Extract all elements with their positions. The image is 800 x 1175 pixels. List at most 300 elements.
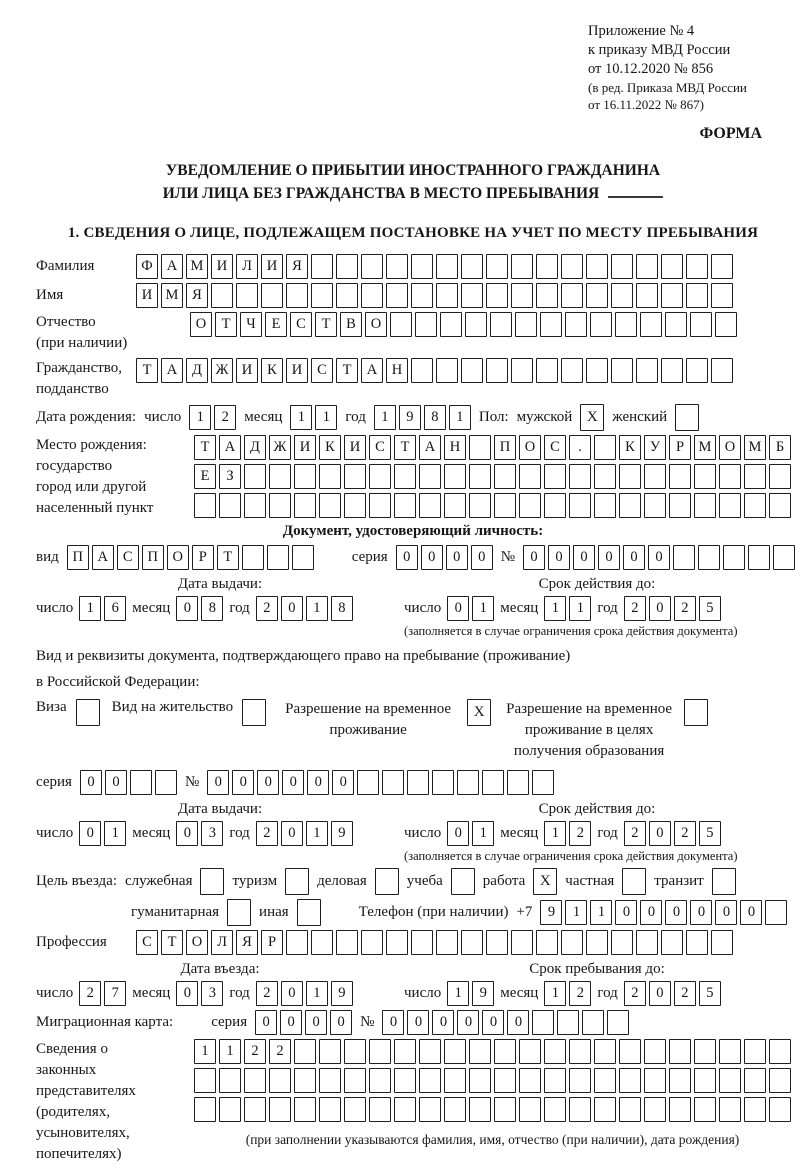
char-cell[interactable]: [294, 1097, 316, 1122]
purpose-humanitarian-checkbox[interactable]: [227, 899, 251, 926]
char-cell[interactable]: [694, 1068, 716, 1093]
purpose-official-checkbox[interactable]: [200, 868, 224, 895]
char-cell[interactable]: П: [142, 545, 164, 570]
char-cell[interactable]: [361, 930, 383, 955]
char-cell[interactable]: Е: [265, 312, 287, 337]
char-cell[interactable]: [532, 770, 554, 795]
char-cell[interactable]: [665, 312, 687, 337]
char-cell[interactable]: 1: [306, 596, 328, 621]
char-cell[interactable]: 0: [573, 545, 595, 570]
char-cell[interactable]: 2: [79, 981, 101, 1006]
char-cell[interactable]: [344, 464, 366, 489]
char-cell[interactable]: [130, 770, 152, 795]
char-cell[interactable]: [561, 283, 583, 308]
char-cell[interactable]: [669, 493, 691, 518]
char-cell[interactable]: [586, 283, 608, 308]
char-cell[interactable]: О: [186, 930, 208, 955]
char-cell[interactable]: [661, 283, 683, 308]
char-cell[interactable]: [494, 1097, 516, 1122]
char-cell[interactable]: 0: [176, 596, 198, 621]
char-cell[interactable]: [619, 1068, 641, 1093]
char-cell[interactable]: 1: [565, 900, 587, 925]
char-cell[interactable]: [582, 1010, 604, 1035]
char-cell[interactable]: [636, 358, 658, 383]
char-cell[interactable]: [269, 1068, 291, 1093]
char-cell[interactable]: 0: [649, 981, 671, 1006]
char-cell[interactable]: Т: [215, 312, 237, 337]
char-cell[interactable]: [561, 358, 583, 383]
char-cell[interactable]: 1: [590, 900, 612, 925]
char-cell[interactable]: О: [190, 312, 212, 337]
char-cell[interactable]: 2: [256, 596, 278, 621]
char-cell[interactable]: 1: [544, 981, 566, 1006]
char-cell[interactable]: [557, 1010, 579, 1035]
char-cell[interactable]: [432, 770, 454, 795]
char-cell[interactable]: [261, 283, 283, 308]
char-cell[interactable]: 0: [447, 821, 469, 846]
char-cell[interactable]: С: [136, 930, 158, 955]
char-cell[interactable]: [369, 1097, 391, 1122]
char-cell[interactable]: [294, 1068, 316, 1093]
char-cell[interactable]: [694, 1039, 716, 1064]
char-cell[interactable]: 0: [176, 981, 198, 1006]
char-cell[interactable]: [394, 1097, 416, 1122]
char-cell[interactable]: [515, 312, 537, 337]
char-cell[interactable]: [411, 358, 433, 383]
char-cell[interactable]: П: [67, 545, 89, 570]
char-cell[interactable]: [723, 545, 745, 570]
char-cell[interactable]: [369, 1039, 391, 1064]
char-cell[interactable]: [286, 283, 308, 308]
char-cell[interactable]: [369, 493, 391, 518]
char-cell[interactable]: 2: [569, 981, 591, 1006]
char-cell[interactable]: [461, 358, 483, 383]
char-cell[interactable]: 8: [424, 405, 446, 430]
char-cell[interactable]: Б: [769, 435, 791, 460]
char-cell[interactable]: 1: [449, 405, 471, 430]
char-cell[interactable]: [607, 1010, 629, 1035]
char-cell[interactable]: [719, 493, 741, 518]
char-cell[interactable]: 2: [624, 596, 646, 621]
char-cell[interactable]: Т: [217, 545, 239, 570]
char-cell[interactable]: М: [694, 435, 716, 460]
residence-permit-checkbox[interactable]: [242, 699, 266, 726]
char-cell[interactable]: [444, 464, 466, 489]
char-cell[interactable]: 2: [624, 821, 646, 846]
char-cell[interactable]: [619, 493, 641, 518]
char-cell[interactable]: [719, 1097, 741, 1122]
char-cell[interactable]: [419, 493, 441, 518]
char-cell[interactable]: [494, 464, 516, 489]
char-cell[interactable]: [407, 770, 429, 795]
char-cell[interactable]: [344, 1039, 366, 1064]
char-cell[interactable]: В: [340, 312, 362, 337]
char-cell[interactable]: [319, 1039, 341, 1064]
char-cell[interactable]: 0: [282, 770, 304, 795]
char-cell[interactable]: А: [361, 358, 383, 383]
char-cell[interactable]: 9: [399, 405, 421, 430]
char-cell[interactable]: Ф: [136, 254, 158, 279]
char-cell[interactable]: Д: [244, 435, 266, 460]
char-cell[interactable]: [640, 312, 662, 337]
purpose-transit-checkbox[interactable]: [712, 868, 736, 895]
char-cell[interactable]: [155, 770, 177, 795]
char-cell[interactable]: [244, 1068, 266, 1093]
char-cell[interactable]: 0: [482, 1010, 504, 1035]
char-cell[interactable]: И: [211, 254, 233, 279]
char-cell[interactable]: [219, 1068, 241, 1093]
char-cell[interactable]: И: [344, 435, 366, 460]
char-cell[interactable]: Я: [286, 254, 308, 279]
char-cell[interactable]: Т: [315, 312, 337, 337]
char-cell[interactable]: [415, 312, 437, 337]
char-cell[interactable]: [536, 930, 558, 955]
char-cell[interactable]: [594, 1068, 616, 1093]
char-cell[interactable]: [465, 312, 487, 337]
char-cell[interactable]: [748, 545, 770, 570]
char-cell[interactable]: [494, 493, 516, 518]
char-cell[interactable]: [490, 312, 512, 337]
char-cell[interactable]: [357, 770, 379, 795]
char-cell[interactable]: [269, 464, 291, 489]
char-cell[interactable]: [669, 1039, 691, 1064]
char-cell[interactable]: 0: [615, 900, 637, 925]
char-cell[interactable]: 0: [281, 596, 303, 621]
char-cell[interactable]: [619, 1039, 641, 1064]
char-cell[interactable]: [769, 464, 791, 489]
char-cell[interactable]: 2: [674, 981, 696, 1006]
char-cell[interactable]: [461, 930, 483, 955]
char-cell[interactable]: [769, 1039, 791, 1064]
char-cell[interactable]: 5: [699, 596, 721, 621]
char-cell[interactable]: [544, 493, 566, 518]
char-cell[interactable]: [594, 1097, 616, 1122]
char-cell[interactable]: А: [161, 358, 183, 383]
char-cell[interactable]: [519, 1039, 541, 1064]
char-cell[interactable]: [311, 254, 333, 279]
char-cell[interactable]: [394, 464, 416, 489]
char-cell[interactable]: [669, 1097, 691, 1122]
char-cell[interactable]: [194, 1097, 216, 1122]
char-cell[interactable]: [444, 1068, 466, 1093]
char-cell[interactable]: 0: [105, 770, 127, 795]
char-cell[interactable]: [594, 1039, 616, 1064]
char-cell[interactable]: 9: [331, 821, 353, 846]
char-cell[interactable]: 1: [219, 1039, 241, 1064]
char-cell[interactable]: П: [494, 435, 516, 460]
char-cell[interactable]: [319, 464, 341, 489]
char-cell[interactable]: [715, 312, 737, 337]
purpose-private-checkbox[interactable]: [622, 868, 646, 895]
char-cell[interactable]: 1: [472, 821, 494, 846]
char-cell[interactable]: 1: [189, 405, 211, 430]
char-cell[interactable]: [765, 900, 787, 925]
char-cell[interactable]: [711, 358, 733, 383]
char-cell[interactable]: [544, 1068, 566, 1093]
char-cell[interactable]: [436, 930, 458, 955]
char-cell[interactable]: 0: [623, 545, 645, 570]
char-cell[interactable]: [292, 545, 314, 570]
purpose-work-checkbox[interactable]: X: [533, 868, 557, 895]
char-cell[interactable]: [444, 1097, 466, 1122]
char-cell[interactable]: [507, 770, 529, 795]
char-cell[interactable]: 1: [374, 405, 396, 430]
char-cell[interactable]: 2: [256, 821, 278, 846]
char-cell[interactable]: [319, 493, 341, 518]
char-cell[interactable]: [686, 283, 708, 308]
char-cell[interactable]: [286, 930, 308, 955]
char-cell[interactable]: [536, 358, 558, 383]
char-cell[interactable]: 0: [523, 545, 545, 570]
char-cell[interactable]: [444, 1039, 466, 1064]
char-cell[interactable]: 3: [201, 981, 223, 1006]
char-cell[interactable]: [419, 464, 441, 489]
char-cell[interactable]: [494, 1068, 516, 1093]
char-cell[interactable]: [661, 254, 683, 279]
temp-residence-checkbox[interactable]: X: [467, 699, 491, 726]
char-cell[interactable]: Е: [194, 464, 216, 489]
char-cell[interactable]: 1: [194, 1039, 216, 1064]
char-cell[interactable]: [686, 358, 708, 383]
char-cell[interactable]: Ж: [269, 435, 291, 460]
char-cell[interactable]: Т: [394, 435, 416, 460]
char-cell[interactable]: [436, 358, 458, 383]
char-cell[interactable]: 0: [740, 900, 762, 925]
char-cell[interactable]: 2: [269, 1039, 291, 1064]
char-cell[interactable]: 0: [255, 1010, 277, 1035]
char-cell[interactable]: [294, 493, 316, 518]
char-cell[interactable]: 1: [315, 405, 337, 430]
char-cell[interactable]: 5: [699, 981, 721, 1006]
char-cell[interactable]: [469, 1039, 491, 1064]
char-cell[interactable]: Л: [236, 254, 258, 279]
char-cell[interactable]: Р: [192, 545, 214, 570]
char-cell[interactable]: 0: [640, 900, 662, 925]
char-cell[interactable]: 0: [665, 900, 687, 925]
char-cell[interactable]: 6: [104, 596, 126, 621]
char-cell[interactable]: [419, 1039, 441, 1064]
char-cell[interactable]: [482, 770, 504, 795]
char-cell[interactable]: 0: [281, 981, 303, 1006]
char-cell[interactable]: [440, 312, 462, 337]
char-cell[interactable]: [594, 493, 616, 518]
char-cell[interactable]: [344, 1097, 366, 1122]
char-cell[interactable]: Н: [444, 435, 466, 460]
char-cell[interactable]: [669, 1068, 691, 1093]
char-cell[interactable]: С: [117, 545, 139, 570]
char-cell[interactable]: [419, 1068, 441, 1093]
char-cell[interactable]: [569, 1039, 591, 1064]
char-cell[interactable]: [686, 254, 708, 279]
char-cell[interactable]: [394, 1039, 416, 1064]
char-cell[interactable]: 0: [446, 545, 468, 570]
char-cell[interactable]: 3: [201, 821, 223, 846]
char-cell[interactable]: 1: [447, 981, 469, 1006]
char-cell[interactable]: [569, 493, 591, 518]
char-cell[interactable]: [594, 435, 616, 460]
char-cell[interactable]: [569, 1068, 591, 1093]
char-cell[interactable]: 2: [569, 821, 591, 846]
char-cell[interactable]: [586, 254, 608, 279]
char-cell[interactable]: [444, 493, 466, 518]
char-cell[interactable]: [690, 312, 712, 337]
char-cell[interactable]: [361, 254, 383, 279]
purpose-other-checkbox[interactable]: [297, 899, 321, 926]
char-cell[interactable]: [744, 1097, 766, 1122]
char-cell[interactable]: [694, 464, 716, 489]
char-cell[interactable]: [511, 358, 533, 383]
char-cell[interactable]: [669, 464, 691, 489]
char-cell[interactable]: [519, 464, 541, 489]
char-cell[interactable]: [219, 493, 241, 518]
female-checkbox[interactable]: [675, 404, 699, 431]
char-cell[interactable]: 0: [396, 545, 418, 570]
char-cell[interactable]: 0: [407, 1010, 429, 1035]
char-cell[interactable]: 0: [207, 770, 229, 795]
char-cell[interactable]: 0: [80, 770, 102, 795]
char-cell[interactable]: З: [219, 464, 241, 489]
char-cell[interactable]: [544, 1097, 566, 1122]
char-cell[interactable]: К: [319, 435, 341, 460]
char-cell[interactable]: [673, 545, 695, 570]
char-cell[interactable]: 8: [331, 596, 353, 621]
char-cell[interactable]: [586, 930, 608, 955]
char-cell[interactable]: [636, 930, 658, 955]
char-cell[interactable]: А: [219, 435, 241, 460]
char-cell[interactable]: Т: [194, 435, 216, 460]
char-cell[interactable]: 0: [548, 545, 570, 570]
char-cell[interactable]: [719, 1039, 741, 1064]
char-cell[interactable]: 0: [598, 545, 620, 570]
char-cell[interactable]: [269, 1097, 291, 1122]
char-cell[interactable]: [486, 930, 508, 955]
char-cell[interactable]: И: [286, 358, 308, 383]
char-cell[interactable]: [569, 464, 591, 489]
char-cell[interactable]: 0: [232, 770, 254, 795]
char-cell[interactable]: 7: [104, 981, 126, 1006]
char-cell[interactable]: 1: [104, 821, 126, 846]
char-cell[interactable]: [744, 1068, 766, 1093]
char-cell[interactable]: 0: [457, 1010, 479, 1035]
char-cell[interactable]: [594, 464, 616, 489]
char-cell[interactable]: [611, 358, 633, 383]
char-cell[interactable]: [242, 545, 264, 570]
char-cell[interactable]: [536, 283, 558, 308]
char-cell[interactable]: [694, 1097, 716, 1122]
char-cell[interactable]: [519, 493, 541, 518]
char-cell[interactable]: Я: [236, 930, 258, 955]
char-cell[interactable]: [319, 1068, 341, 1093]
char-cell[interactable]: [486, 283, 508, 308]
char-cell[interactable]: [744, 464, 766, 489]
char-cell[interactable]: 0: [648, 545, 670, 570]
char-cell[interactable]: [336, 283, 358, 308]
char-cell[interactable]: [211, 283, 233, 308]
char-cell[interactable]: [411, 254, 433, 279]
char-cell[interactable]: [486, 358, 508, 383]
char-cell[interactable]: [744, 493, 766, 518]
char-cell[interactable]: [698, 545, 720, 570]
char-cell[interactable]: 0: [432, 1010, 454, 1035]
char-cell[interactable]: 8: [201, 596, 223, 621]
char-cell[interactable]: С: [311, 358, 333, 383]
char-cell[interactable]: М: [744, 435, 766, 460]
char-cell[interactable]: 0: [307, 770, 329, 795]
char-cell[interactable]: [719, 464, 741, 489]
char-cell[interactable]: 0: [649, 596, 671, 621]
char-cell[interactable]: [311, 930, 333, 955]
char-cell[interactable]: Н: [386, 358, 408, 383]
char-cell[interactable]: И: [136, 283, 158, 308]
char-cell[interactable]: 0: [690, 900, 712, 925]
char-cell[interactable]: [532, 1010, 554, 1035]
char-cell[interactable]: [686, 930, 708, 955]
char-cell[interactable]: [711, 254, 733, 279]
char-cell[interactable]: 2: [674, 596, 696, 621]
char-cell[interactable]: 2: [256, 981, 278, 1006]
char-cell[interactable]: [294, 1039, 316, 1064]
char-cell[interactable]: [469, 1068, 491, 1093]
char-cell[interactable]: [511, 930, 533, 955]
char-cell[interactable]: 1: [544, 596, 566, 621]
char-cell[interactable]: [619, 464, 641, 489]
purpose-study-checkbox[interactable]: [451, 868, 475, 895]
char-cell[interactable]: [486, 254, 508, 279]
char-cell[interactable]: [694, 493, 716, 518]
char-cell[interactable]: О: [519, 435, 541, 460]
char-cell[interactable]: [319, 1097, 341, 1122]
char-cell[interactable]: [369, 1068, 391, 1093]
char-cell[interactable]: [194, 493, 216, 518]
char-cell[interactable]: Ч: [240, 312, 262, 337]
char-cell[interactable]: 2: [624, 981, 646, 1006]
char-cell[interactable]: [469, 1097, 491, 1122]
char-cell[interactable]: 0: [332, 770, 354, 795]
char-cell[interactable]: А: [92, 545, 114, 570]
char-cell[interactable]: [311, 283, 333, 308]
char-cell[interactable]: [619, 1097, 641, 1122]
char-cell[interactable]: 0: [471, 545, 493, 570]
char-cell[interactable]: Л: [211, 930, 233, 955]
char-cell[interactable]: У: [644, 435, 666, 460]
char-cell[interactable]: [244, 493, 266, 518]
char-cell[interactable]: [244, 464, 266, 489]
char-cell[interactable]: [469, 435, 491, 460]
char-cell[interactable]: 2: [244, 1039, 266, 1064]
char-cell[interactable]: [369, 464, 391, 489]
char-cell[interactable]: О: [167, 545, 189, 570]
purpose-business-checkbox[interactable]: [375, 868, 399, 895]
char-cell[interactable]: 0: [280, 1010, 302, 1035]
char-cell[interactable]: [419, 1097, 441, 1122]
char-cell[interactable]: [719, 1068, 741, 1093]
char-cell[interactable]: 9: [331, 981, 353, 1006]
char-cell[interactable]: [461, 254, 483, 279]
char-cell[interactable]: [615, 312, 637, 337]
char-cell[interactable]: [661, 930, 683, 955]
char-cell[interactable]: 5: [699, 821, 721, 846]
char-cell[interactable]: [644, 1097, 666, 1122]
char-cell[interactable]: [390, 312, 412, 337]
char-cell[interactable]: [294, 464, 316, 489]
char-cell[interactable]: 0: [421, 545, 443, 570]
char-cell[interactable]: Р: [669, 435, 691, 460]
char-cell[interactable]: [711, 930, 733, 955]
char-cell[interactable]: 0: [330, 1010, 352, 1035]
char-cell[interactable]: [269, 493, 291, 518]
education-residence-checkbox[interactable]: [684, 699, 708, 726]
char-cell[interactable]: Т: [161, 930, 183, 955]
